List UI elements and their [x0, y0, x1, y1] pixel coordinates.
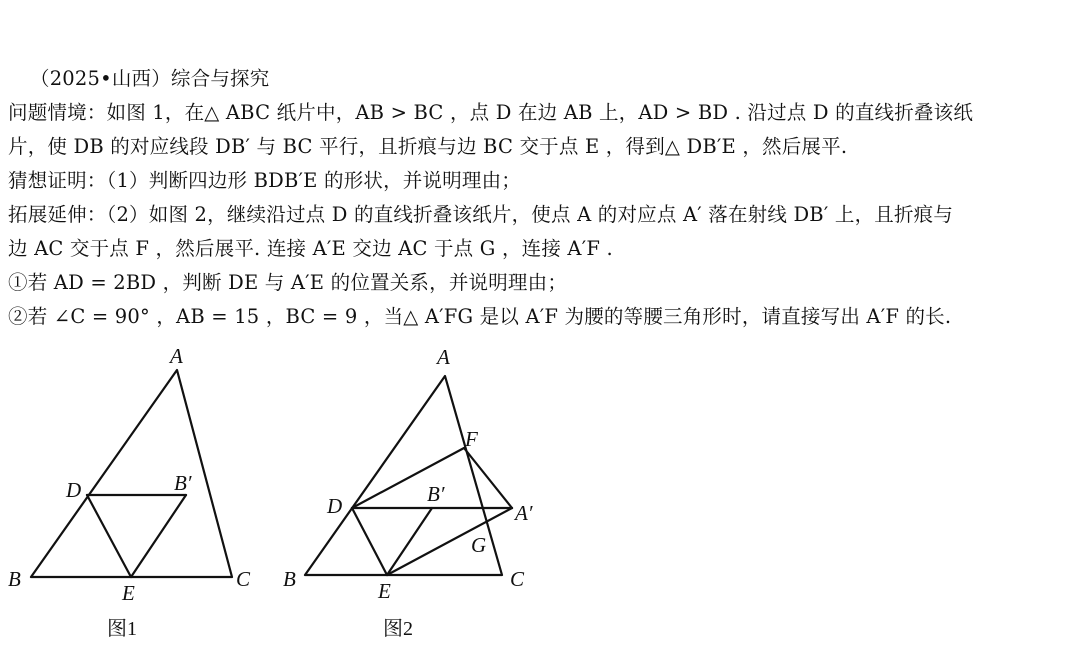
fig1-segment-de — [87, 495, 131, 577]
problem-line-4: 拓展延伸：（2）如图 2，继续沿过点 D 的直线折叠该纸片，使点 A 的对应点 A′ 落在射线 DB′ 上，且折痕与 — [8, 203, 954, 226]
fig2-segment-a1f — [464, 448, 512, 508]
fig2-label-g: G — [471, 533, 487, 557]
fig2-caption: 图2 — [383, 618, 413, 640]
figure-2 — [283, 345, 533, 640]
fig2-label-c: C — [510, 567, 525, 591]
fig2-label-a1: A′ — [515, 501, 533, 525]
figures-area — [0, 340, 1080, 648]
problem-line-6: ①若 AD = 2BD ，判断 DE 与 A′E 的位置关系，并说明理由； — [8, 271, 568, 294]
fig2-label-f: F — [465, 427, 478, 451]
fig2-segment-b1e — [387, 508, 432, 575]
problem-line-7: ②若 ∠C = 90° ，AB = 15 ，BC = 9 ，当△ A′FG 是以 A′F 为腰的等腰三角形时，请直接写出 A′F 的长. — [8, 305, 952, 328]
fig2-label-d: D — [327, 494, 343, 518]
figures-svg — [0, 340, 1080, 648]
fig2-segment-df — [352, 448, 464, 508]
figure-1 — [8, 344, 251, 640]
fig2-label-a: A — [437, 345, 450, 369]
fig1-label-b: B — [8, 567, 21, 591]
problem-line-2: 片，使 DB 的对应线段 DB′ 与 BC 平行，且折痕与边 BC 交于点 E ，得到△ DB′E ，然后展平. — [8, 135, 848, 158]
fig1-label-c: C — [236, 567, 251, 591]
fig2-segment-de — [352, 508, 387, 575]
problem-header: （2025•山西）综合与探究 — [30, 67, 270, 90]
fig1-label-b1: B′ — [174, 471, 192, 495]
fig1-label-d: D — [66, 478, 82, 502]
fig1-caption: 图1 — [107, 618, 137, 640]
fig1-triangle-abc — [31, 370, 232, 577]
problem-line-1: 问题情境：如图 1，在△ ABC 纸片中，AB > BC ，点 D 在边 AB 上，AD > BD . 沿过点 D 的直线折叠该纸 — [8, 101, 974, 124]
fig1-label-e: E — [122, 581, 135, 605]
problem-line-5: 边 AC 交于点 F ，然后展平. 连接 A′E 交边 AC 于点 G ，连接 A′F . — [8, 237, 613, 260]
fig1-segment-b1e — [131, 495, 186, 577]
fig2-label-b1: B′ — [427, 482, 445, 506]
fig2-label-e: E — [378, 579, 391, 603]
fig1-label-a: A — [170, 344, 183, 368]
problem-line-3: 猜想证明：（1）判断四边形 BDB′E 的形状，并说明理由； — [8, 169, 522, 192]
fig2-label-b: B — [283, 567, 296, 591]
problem-statement — [8, 62, 1076, 334]
